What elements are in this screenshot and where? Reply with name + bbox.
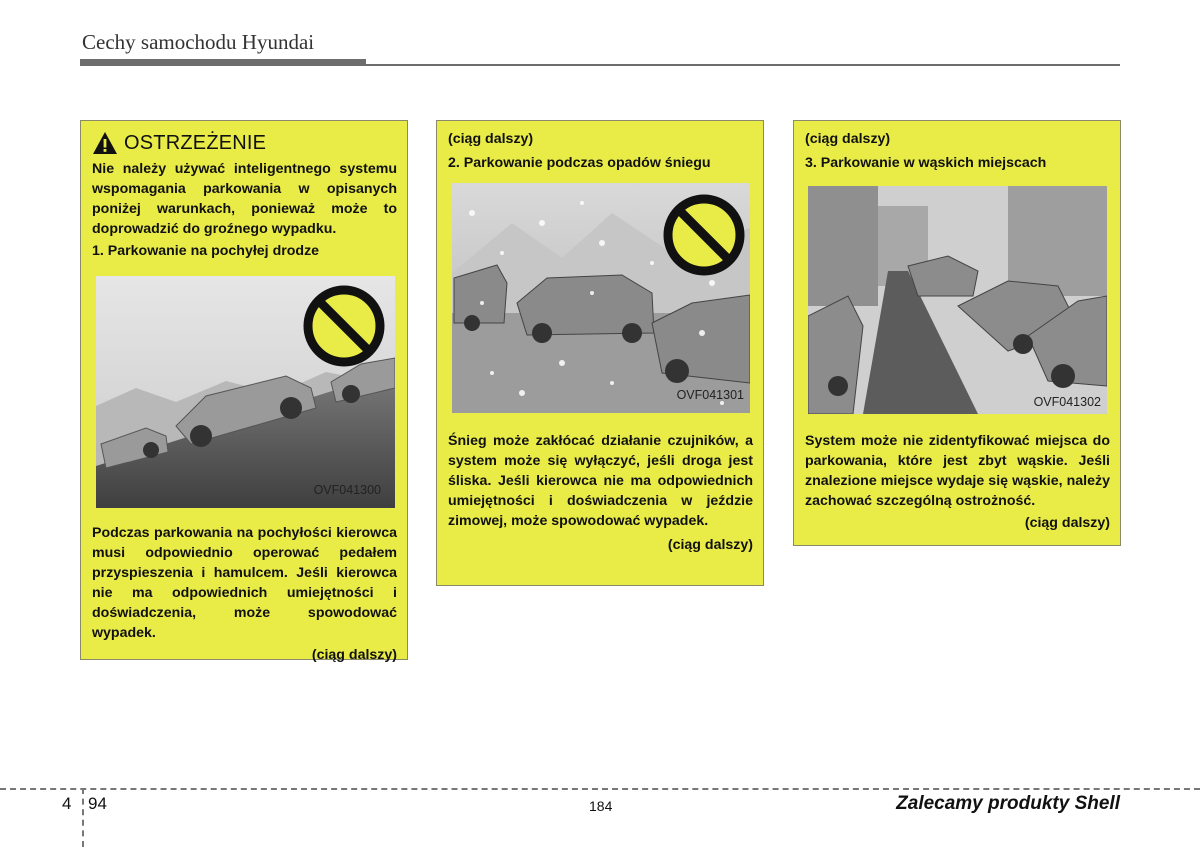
warning-intro: Nie należy używać inteligentnego systemu wspomagania parkowania w opisanych poniżej warunkach, ponieważ może to doprowadzić do groźnego wypadku. [92, 161, 397, 237]
narrow-parking-illustration [808, 186, 1107, 414]
header-rule-thick [80, 59, 366, 66]
col2-continued-bottom: (ciąg dalszy) [667, 537, 753, 553]
item1-text: Podczas parkowania na pochyłości kierowca musi odpowiednio operować pedałem przyspieszenia i hamulcem. Jeśli kierowca nie ma odpowiednich umiejętności i doświadczenia, może spowodować wypadek. [92, 525, 397, 641]
warning-box [80, 120, 408, 663]
slope-parking-illustration [96, 276, 395, 508]
footer-chapter-number: 4 [62, 794, 72, 813]
narrow-box [793, 120, 1121, 546]
col3-continued-bottom: (ciąg dalszy) [1024, 515, 1110, 531]
snow-parking-illustration [452, 183, 750, 413]
footer-page-number: 94 [88, 794, 107, 813]
warning-heading [92, 131, 397, 155]
col3-continued-top: (ciąg dalszy) [805, 131, 891, 147]
item1-title: 1. Parkowanie na pochyłej drodze [92, 243, 320, 259]
header-rule-thin [366, 64, 1120, 66]
footer-dashed-rule [0, 788, 1200, 790]
item1-continued: (ciąg dalszy) [311, 647, 397, 663]
item3-text: System może nie zidentyfikować miejsca do parkowania, które jest zbyt wąskie. Jeśli znalezione miejsce wydaje się wąskie, należy zachować szczególną ostrożność. [805, 433, 1110, 509]
prohibition-sign-icon [308, 290, 380, 362]
snow-box [436, 120, 764, 586]
image3-code: OVF041302 [1033, 395, 1101, 409]
image1-code: OVF041300 [313, 483, 381, 497]
item3-title: 3. Parkowanie w wąskich miejscach [805, 155, 1047, 171]
footer-slogan: Zalecamy produkty Shell [896, 793, 1120, 814]
col2-continued-top: (ciąg dalszy) [448, 131, 534, 147]
page-header-title: Cechy samochodu Hyundai [82, 30, 315, 54]
item2-text: Śnieg może zakłócać działanie czujników, a system może się wyłączyć, jeśli droga jest śliska. Jeśli kierowca nie ma odpowiednich umiejętności i doświadczenia w jeździe zimowej, może spowodować wypadek. [448, 433, 753, 529]
footer-center-number: 184 [589, 798, 613, 814]
warning-triangle-icon [92, 131, 118, 155]
item2-title: 2. Parkowanie podczas opadów śniegu [448, 155, 711, 171]
prohibition-sign-icon [668, 199, 740, 271]
warning-title: OSTRZEŻENIE [124, 132, 267, 154]
footer-dashed-divider [82, 788, 84, 847]
image2-code: OVF041301 [676, 388, 744, 402]
